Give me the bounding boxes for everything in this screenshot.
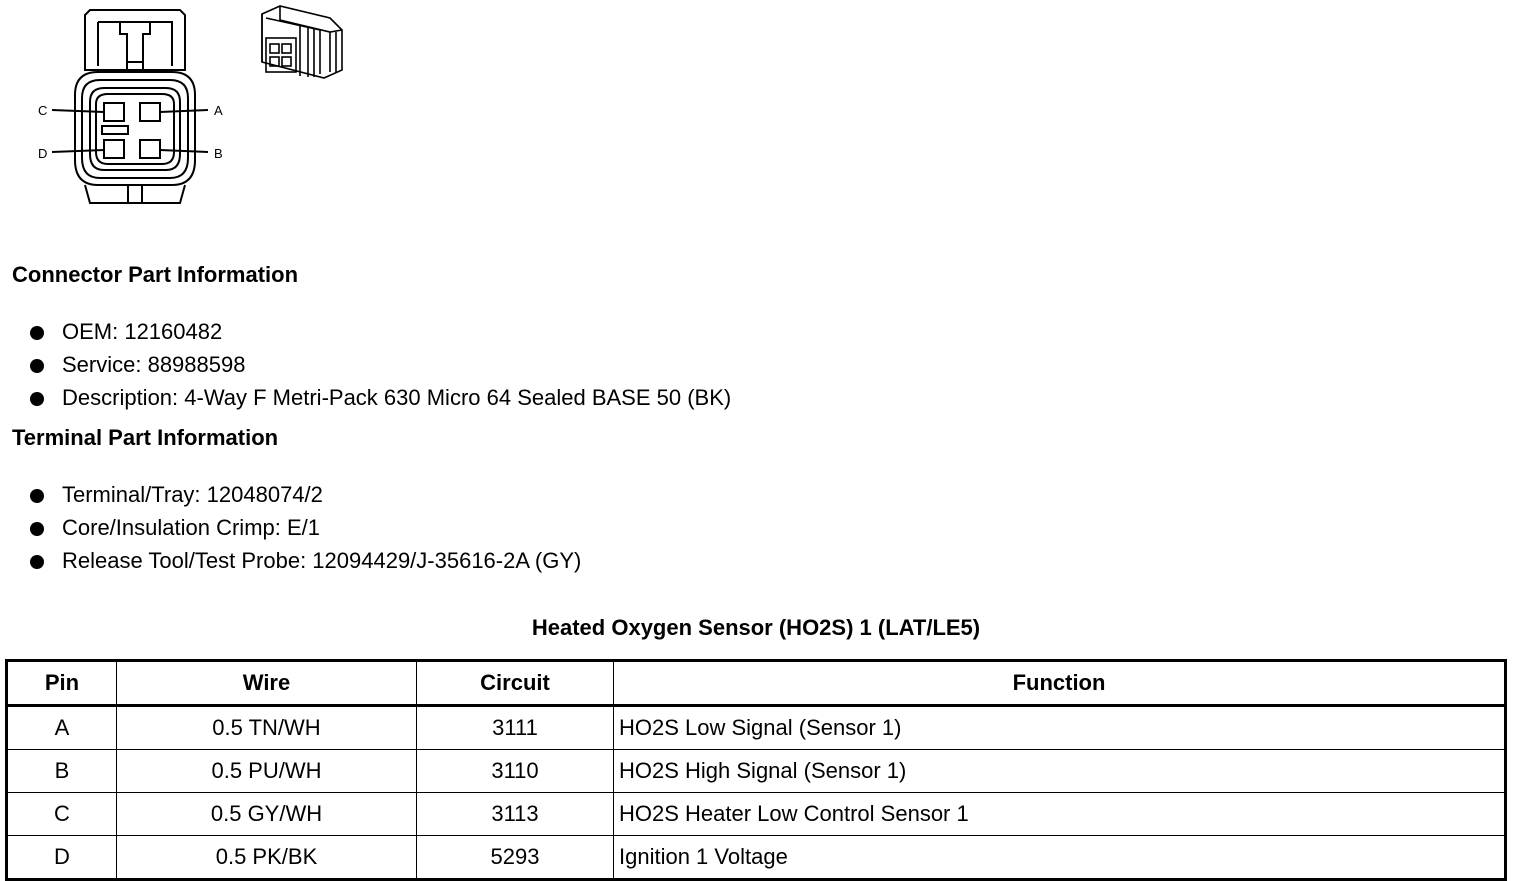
list-item-text: Release Tool/Test Probe: 12094429/J-35616-2A (GY) xyxy=(62,548,582,573)
header-circuit: Circuit xyxy=(417,661,614,706)
table-row xyxy=(7,750,1506,793)
pinout-table xyxy=(5,659,1507,881)
connector-face-view xyxy=(52,10,208,203)
cell-wire: 0.5 PU/WH xyxy=(117,750,417,793)
table-row xyxy=(7,793,1506,836)
table-row xyxy=(7,836,1506,880)
list-item xyxy=(30,544,581,577)
cell-pin: D xyxy=(7,836,117,880)
pin-label-d: D xyxy=(38,146,48,161)
cell-wire: 0.5 TN/WH xyxy=(117,706,417,750)
cell-pin: B xyxy=(7,750,117,793)
list-item xyxy=(30,381,731,414)
bullet-icon xyxy=(30,522,44,536)
bullet-icon xyxy=(30,326,44,340)
cell-circuit: 5293 xyxy=(417,836,614,880)
cell-function: HO2S Low Signal (Sensor 1) xyxy=(614,706,1506,750)
cell-wire: 0.5 PK/BK xyxy=(117,836,417,880)
table-row xyxy=(7,706,1506,750)
bullet-icon xyxy=(30,555,44,569)
cell-wire: 0.5 GY/WH xyxy=(117,793,417,836)
cell-function: HO2S Heater Low Control Sensor 1 xyxy=(614,793,1506,836)
connector-diagram xyxy=(30,0,370,215)
table-title: Heated Oxygen Sensor (HO2S) 1 (LAT/LE5) xyxy=(531,615,981,640)
cell-circuit: 3110 xyxy=(417,750,614,793)
list-item-text: Terminal/Tray: 12048074/2 xyxy=(62,482,323,507)
table-header-row xyxy=(7,661,1506,706)
list-item-text: Service: 88988598 xyxy=(62,352,246,377)
pin-label-a: A xyxy=(214,103,223,118)
connector-perspective-view xyxy=(262,6,342,78)
connector-info-list xyxy=(30,315,731,414)
cell-pin: C xyxy=(7,793,117,836)
list-item xyxy=(30,511,581,544)
cell-pin: A xyxy=(7,706,117,750)
list-item xyxy=(30,315,731,348)
pin-label-b: B xyxy=(214,146,223,161)
cell-function: HO2S High Signal (Sensor 1) xyxy=(614,750,1506,793)
pin-label-c: C xyxy=(38,103,48,118)
cell-function: Ignition 1 Voltage xyxy=(614,836,1506,880)
bullet-icon xyxy=(30,392,44,406)
list-item xyxy=(30,478,581,511)
list-item-text: Description: 4-Way F Metri-Pack 630 Micro 64 Sealed BASE 50 (BK) xyxy=(62,385,732,410)
cell-circuit: 3113 xyxy=(417,793,614,836)
list-item-text: Core/Insulation Crimp: E/1 xyxy=(62,515,320,540)
bullet-icon xyxy=(30,489,44,503)
terminal-info-heading: Terminal Part Information xyxy=(12,425,279,450)
cell-circuit: 3111 xyxy=(417,706,614,750)
header-pin: Pin xyxy=(7,661,117,706)
header-wire: Wire xyxy=(117,661,417,706)
terminal-info-list xyxy=(30,478,581,577)
header-function: Function xyxy=(614,661,1506,706)
list-item xyxy=(30,348,731,381)
bullet-icon xyxy=(30,359,44,373)
connector-info-heading: Connector Part Information xyxy=(12,262,299,287)
list-item-text: OEM: 12160482 xyxy=(62,319,223,344)
